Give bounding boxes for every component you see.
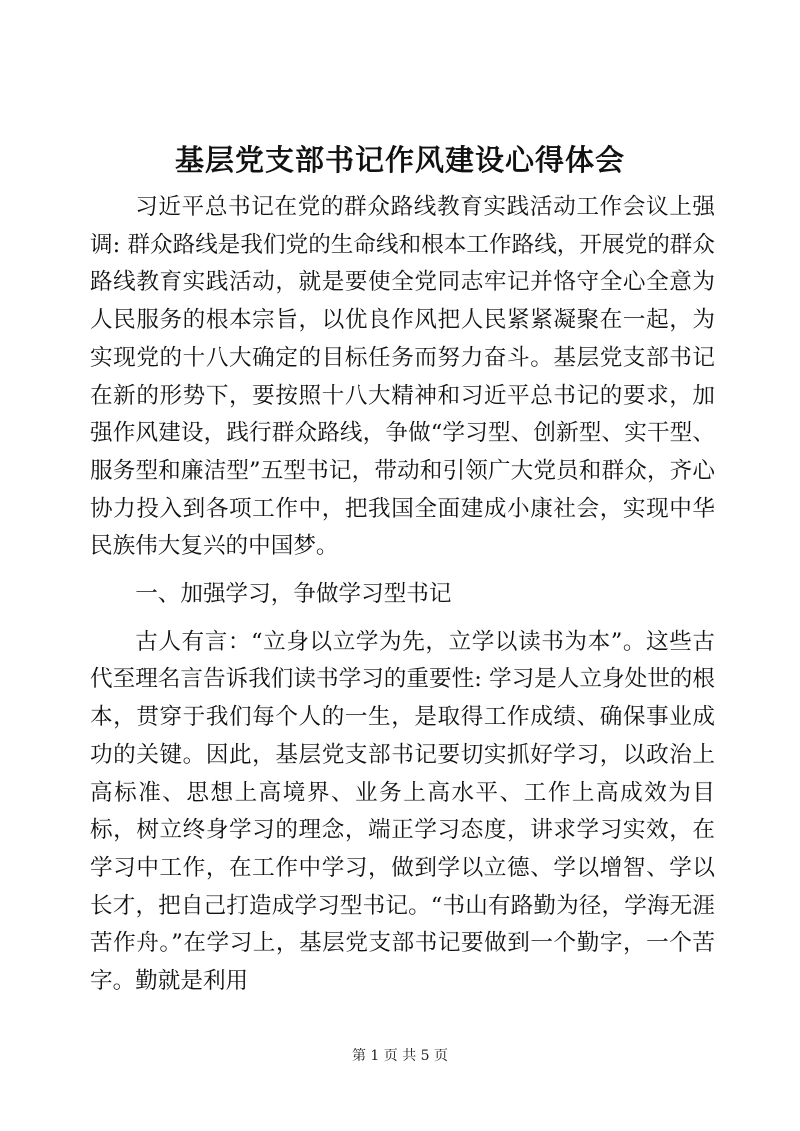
document-body: [90, 189, 715, 1001]
section-heading-1: 一、加强学习，争做学习型书记: [135, 581, 452, 608]
page-footer: 第 1 页 共 5 页: [351, 1048, 449, 1064]
paragraph-study: 古人有言：“立身以立学为先，立学以读书为本”。这些古代至理名言告诉我们读书学习的重要性: 学习是人立身处世的根本，贯穿于我们每个人的一生，是取得工作成绩、确保事业成功的关键。因此，基层党支部书记要切实抓好学习，以政治上高标准、思想上高境界、业务上高水平、工作上高成效为目标，树立终身学习的理念，端正学习态度，讲求学习实效，在学习中工作，在工作中学习，做到学以立德、学以增智、学以长才，把自己打造成学习型书记。“书山有路勤为径，学海无涯苦作舟。”在学习上，基层党支部书记要做到一个勤字，一个苦字。勤就是利用: [90, 628, 715, 995]
paragraph-intro: 习近平总书记在党的群众路线教育实践活动工作会议上强调: 群众路线是我们党的生命线和根本工作路线，开展党的群众路线教育实践活动，就是要使全党同志牢记并恪守全心全意为人民服务的根本宗旨，以优良作风把人民紧紧凝聚在一起，为实现党的十八大确定的目标任务而努力奋斗。基层党支部书记在新的形势下，要按照十八大精神和习近平总书记的要求，加强作风建设，践行群众路线，争做“学习型、创新型、实干型、服务型和廉洁型”五型书记，带动和引领广大党员和群众，齐心协力投入到各项工作中，把我国全面建成小康社会，实现中华民族伟大复兴的中国梦。: [90, 194, 715, 560]
document-title: 基层党支部书记作风建设心得体会: [174, 143, 625, 177]
